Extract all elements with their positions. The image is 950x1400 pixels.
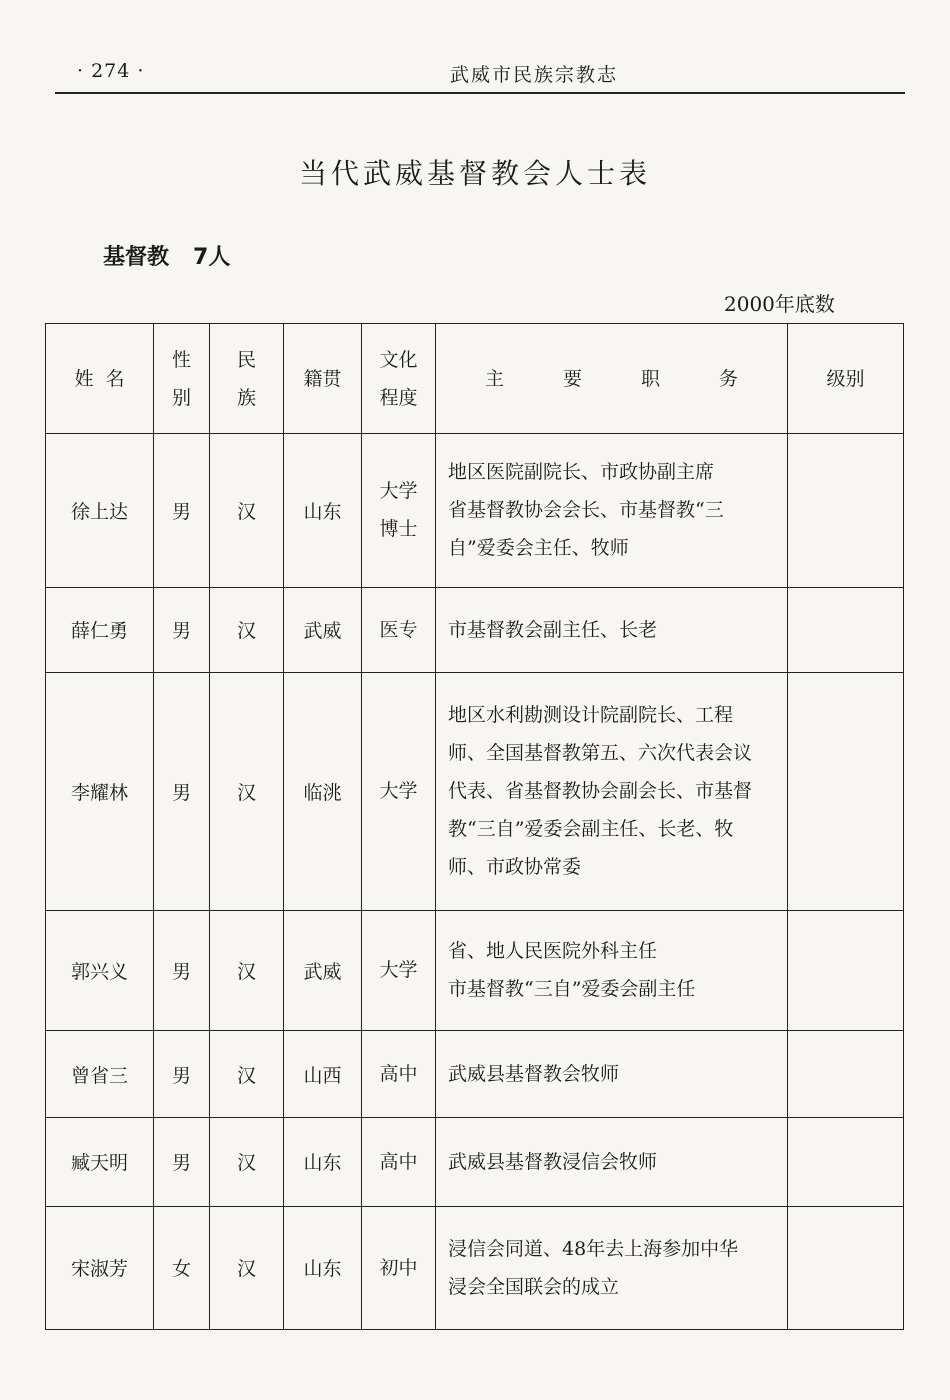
duty-line: 师、市政协常委 — [448, 856, 582, 879]
cell-duties — [436, 1118, 788, 1206]
duty-line: 自”爱委会主任、牧师 — [448, 537, 629, 560]
cell-duties — [436, 672, 788, 910]
cell-hometown: 山西 — [284, 1030, 362, 1117]
cell-rank — [788, 910, 904, 1030]
col-header-duties: 主 要 职 务 — [436, 324, 788, 434]
duty-line: 省、地人民医院外科主任 — [448, 940, 658, 963]
cell-hometown: 武威 — [284, 910, 362, 1030]
cell-name: 李耀林 — [46, 672, 154, 910]
duty-line: 市基督教会副主任、长老 — [448, 618, 658, 641]
cell-name: 宋淑芳 — [46, 1206, 154, 1329]
cell-education — [362, 910, 436, 1030]
education-line: 医专 — [379, 618, 418, 641]
header-rule — [55, 92, 905, 94]
col-header-rank: 级别 — [788, 324, 904, 434]
cell-ethnicity: 汉 — [210, 587, 284, 672]
page-header — [55, 50, 905, 92]
duty-line: 武威县基督教会牧师 — [448, 1063, 620, 1086]
cell-name: 郭兴义 — [46, 910, 154, 1030]
cell-gender: 男 — [154, 672, 210, 910]
cell-duties — [436, 434, 788, 588]
section-label: 基督教 — [103, 245, 170, 270]
duty-line: 武威县基督教浸信会牧师 — [448, 1150, 658, 1173]
education-line: 初中 — [379, 1256, 418, 1279]
duty-line: 浸会全国联会的成立 — [448, 1275, 620, 1298]
col-header-ethnicity: 民 族 — [210, 324, 284, 434]
cell-ethnicity: 汉 — [210, 1206, 284, 1329]
cell-rank — [788, 672, 904, 910]
education-line: 大学 — [379, 780, 418, 803]
col-header-name: 姓 名 — [46, 324, 154, 434]
duty-line: 省基督教协会会长、市基督教“三 — [448, 499, 724, 522]
col-header-gender: 性 别 — [154, 324, 210, 434]
cell-education — [362, 1206, 436, 1329]
cell-ethnicity: 汉 — [210, 910, 284, 1030]
col-header-hometown: 籍贯 — [284, 324, 362, 434]
cell-name: 臧天明 — [46, 1118, 154, 1206]
cell-ethnicity: 汉 — [210, 1118, 284, 1206]
personnel-table — [45, 323, 904, 1330]
cell-rank — [788, 587, 904, 672]
cell-education — [362, 587, 436, 672]
cell-hometown: 山东 — [284, 1118, 362, 1206]
cell-gender: 男 — [154, 1118, 210, 1206]
table-header-row — [46, 324, 904, 434]
section-count: 7人 — [193, 245, 231, 270]
col-header-education: 文化 程度 — [362, 324, 436, 434]
cell-gender: 男 — [154, 1030, 210, 1117]
education-line: 大学 — [379, 959, 418, 982]
date-note: 2000年底数 — [724, 292, 835, 316]
table-row — [46, 910, 904, 1030]
duty-line: 市基督教“三自”爱委会副主任 — [448, 978, 696, 1001]
cell-duties — [436, 1030, 788, 1117]
duty-line: 地区医院副院长、市政协副主席 — [448, 461, 715, 484]
cell-name: 徐上达 — [46, 434, 154, 588]
cell-gender: 男 — [154, 587, 210, 672]
cell-gender: 男 — [154, 434, 210, 588]
table-row — [46, 1030, 904, 1117]
table-row — [46, 1206, 904, 1329]
document-title: 当代武威基督教会人士表 — [298, 157, 651, 190]
table-row — [46, 434, 904, 588]
cell-hometown: 临洮 — [284, 672, 362, 910]
page-number: · 274 · — [77, 60, 145, 82]
cell-rank — [788, 1118, 904, 1206]
cell-education — [362, 434, 436, 588]
running-title: 武威市民族宗教志 — [450, 64, 619, 86]
cell-gender: 男 — [154, 910, 210, 1030]
cell-duties — [436, 587, 788, 672]
cell-name: 曾省三 — [46, 1030, 154, 1117]
duty-line: 教“三自”爱委会副主任、长老、牧 — [448, 818, 734, 841]
cell-ethnicity: 汉 — [210, 672, 284, 910]
cell-duties — [436, 910, 788, 1030]
education-line: 博士 — [379, 518, 418, 541]
duty-line: 代表、省基督教协会副会长、市基督 — [448, 780, 753, 803]
cell-rank — [788, 1030, 904, 1117]
duty-line: 地区水利勘测设计院副院长、工程 — [448, 704, 734, 727]
cell-gender: 女 — [154, 1206, 210, 1329]
cell-duties — [436, 1206, 788, 1329]
section-heading — [103, 240, 254, 271]
cell-hometown: 武威 — [284, 587, 362, 672]
cell-education — [362, 1118, 436, 1206]
cell-name: 薛仁勇 — [46, 587, 154, 672]
education-line: 高中 — [379, 1063, 418, 1086]
education-line: 高中 — [379, 1150, 418, 1173]
table-row — [46, 587, 904, 672]
table-row — [46, 672, 904, 910]
cell-hometown: 山东 — [284, 434, 362, 588]
cell-ethnicity: 汉 — [210, 1030, 284, 1117]
cell-education — [362, 1030, 436, 1117]
duty-line: 浸信会同道、48年去上海参加中华 — [448, 1237, 739, 1260]
cell-education — [362, 672, 436, 910]
cell-rank — [788, 434, 904, 588]
duty-line: 师、全国基督教第五、六次代表会议 — [448, 742, 753, 765]
table-row — [46, 1118, 904, 1206]
education-line: 大学 — [379, 480, 418, 503]
cell-hometown: 山东 — [284, 1206, 362, 1329]
cell-ethnicity: 汉 — [210, 434, 284, 588]
cell-rank — [788, 1206, 904, 1329]
